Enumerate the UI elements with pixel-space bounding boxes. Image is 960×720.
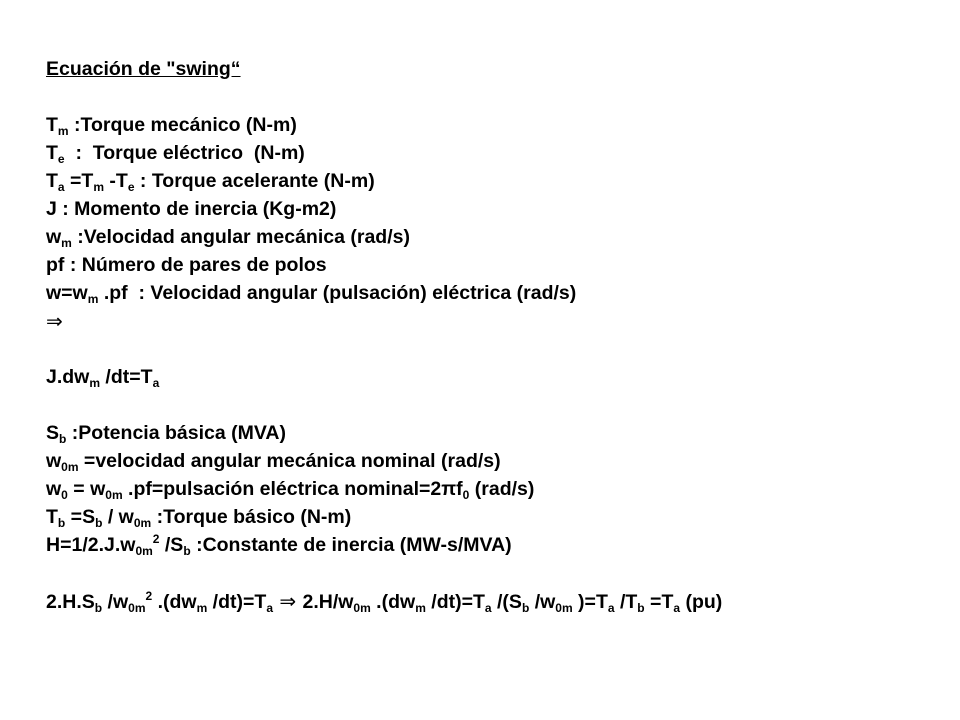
spacer [46, 559, 946, 587]
definition-j: J : Momento de inercia (Kg-m2) [46, 198, 337, 220]
page-title: Ecuación de "swing“ [46, 58, 241, 80]
definition-w: $w=w_m$ .pf : Velocidad angular (pulsación) eléctrica (rad/s) [46, 282, 577, 306]
base-w0: $w_0 = w_{0m}$ .pf=pulsación eléctrica $nominal=2\pi f_0$ (rad/s) [46, 478, 535, 502]
implies-arrow-icon: ⇒ [46, 309, 63, 333]
spacer [46, 391, 946, 419]
spacer [46, 335, 946, 363]
base-sb: $S_b$ :Potencia básica (MVA) [46, 422, 286, 446]
slide-content [46, 55, 946, 615]
spacer [46, 83, 946, 111]
definition-pf: pf : Número de pares de polos [46, 254, 327, 276]
equation-motion: $J.dw_m$ $/dt=T_a$ [46, 366, 160, 390]
base-w0m: $w_{0m}$ =velocidad angular mecánica nominal (rad/s) [46, 450, 501, 474]
final-equation: $2.H.S_b$ $/w_{0m}^2$ $.(dw_m$ $/dt)=T_a$ ⇒ $2.H/w_{0m}$ $.(dw_m$ $/dt)=T_a$ $/(S_b$ $/w_{0m}$ )$=T_a$ $/T_b =T_a$ (pu) [46, 589, 723, 615]
base-tb: $T_b =S_b / w_{0m}$ :Torque básico (N-m) [46, 506, 352, 530]
definition-te: $T_e$ : Torque eléctrico (N-m) [46, 142, 305, 166]
definition-wm: $w_m$ :Velocidad angular mecánica (rad/s) [46, 226, 410, 250]
definition-ta: $T_a =T_m$ $-T_e$ : Torque acelerante (N-m) [46, 170, 375, 194]
implies-arrow-icon: ⇒ [273, 589, 303, 613]
implies-symbol [46, 307, 946, 335]
base-h: $H=1/2.J.w_{0m}^2$ $/S_b$ :Constante de inercia (MW-s/MVA) [46, 532, 512, 558]
definition-tm: $T_m$ :Torque mecánico (N-m) [46, 114, 297, 138]
